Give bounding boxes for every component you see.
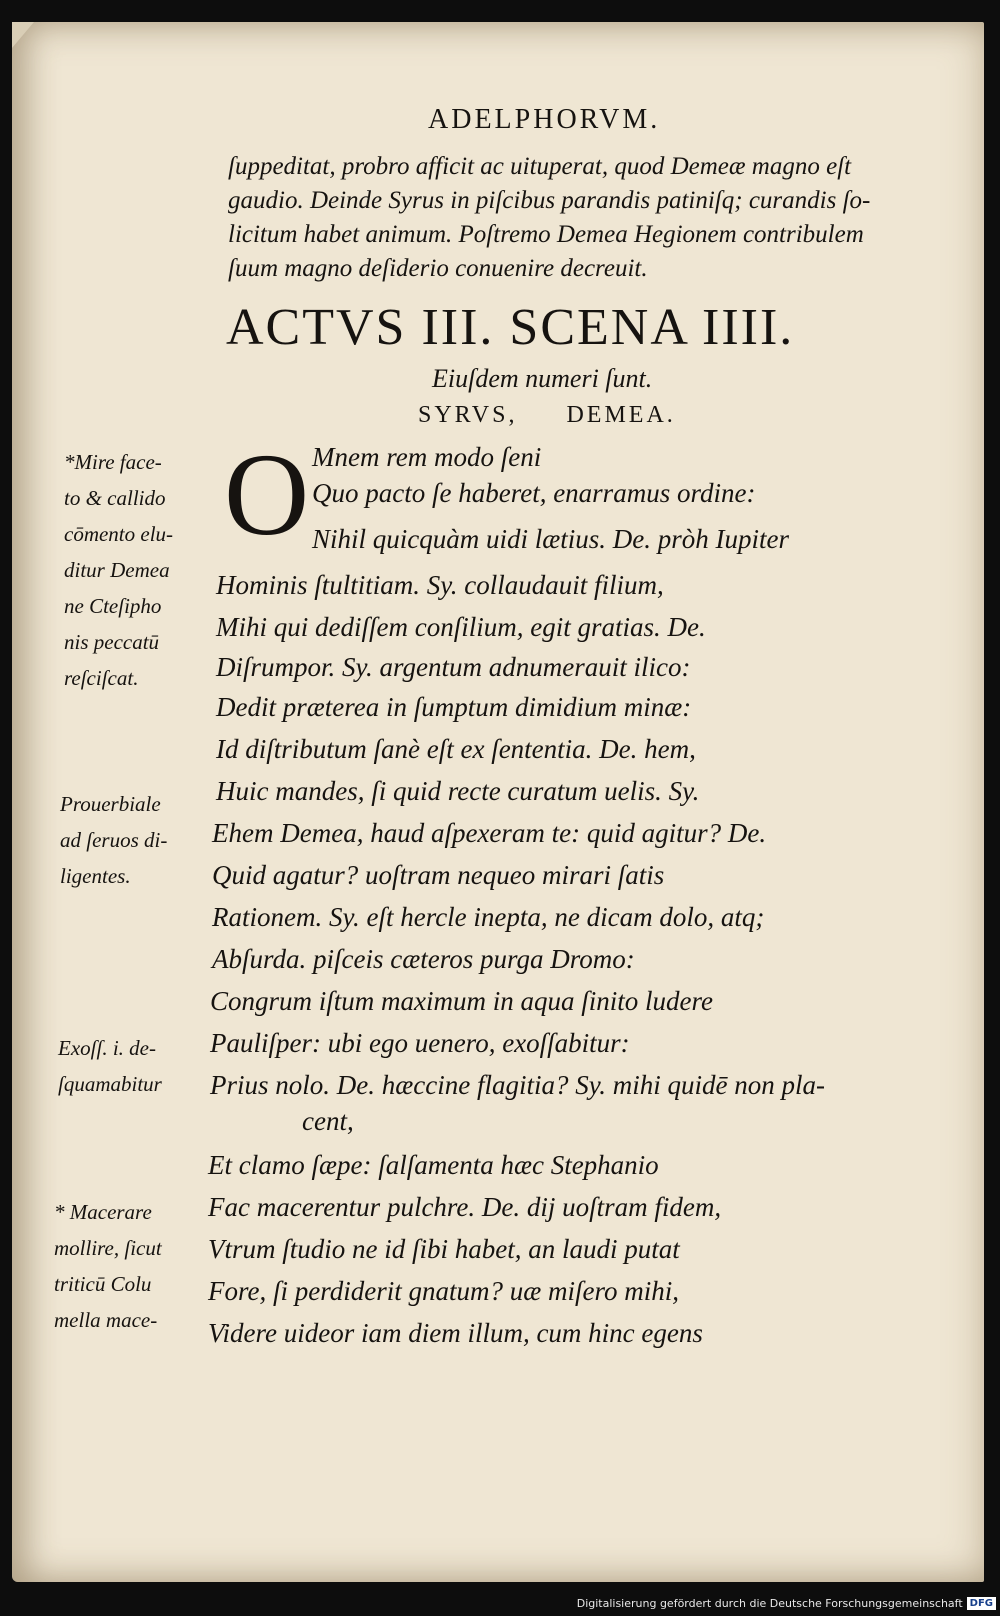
- verse-line: Pauliſper: ubi ego uenero, exoſſabitur:: [210, 1028, 630, 1058]
- argument-line: ſuppeditat, probro afficit ac uituperat, quod Demeæ magno eſt: [228, 153, 852, 180]
- marginal-note-line: *Mire face-: [64, 450, 162, 474]
- verse-line: Dedit præterea in ſumptum dimidium minæ:: [216, 692, 692, 722]
- verse-line: Diſrumpor. Sy. argentum adnumerauit ilico:: [216, 652, 691, 682]
- marginal-note-line: ditur Demea: [64, 558, 170, 582]
- verse-line: Mnem rem modo ſeni: [312, 442, 542, 472]
- verse-line: Vtrum ſtudio ne id ſibi habet, an laudi putat: [208, 1234, 680, 1264]
- verse-line: Fac macerentur pulchre. De. dij uoſtram fidem,: [208, 1192, 722, 1222]
- verse-line: Ehem Demea, haud aſpexeram te: quid agitur? De.: [212, 818, 767, 848]
- verse-line: Quo pacto ſe haberet, enarramus ordine:: [312, 478, 756, 508]
- verse-line: Mihi qui dediſſem conſilium, egit gratias. De.: [216, 612, 706, 642]
- marginal-note-line: triticū Colu: [54, 1272, 152, 1296]
- marginal-note: [54, 1194, 204, 1338]
- verse-line: Quid agatur? uoſtram nequeo mirari ſatis: [212, 860, 665, 890]
- verse-line: Rationem. Sy. eſt hercle inepta, ne dicam dolo, atq;: [212, 902, 765, 932]
- marginal-note-line: nis peccatū: [64, 630, 160, 654]
- verse-line: cent,: [302, 1106, 354, 1136]
- marginal-note-line: ſquamabitur: [58, 1072, 162, 1096]
- verse-line: Fore, ſi perdiderit gnatum? uæ miſero mihi,: [208, 1276, 679, 1306]
- scene-argument: [228, 150, 908, 286]
- marginal-note-line: reſciſcat.: [64, 666, 139, 690]
- act-scene-heading: ACTVS III. SCENA IIII.: [226, 299, 795, 356]
- marginal-note-line: mella mace-: [54, 1308, 158, 1332]
- marginal-note-line: * Macerare: [54, 1200, 152, 1224]
- verse-line: Videre uideor iam diem illum, cum hinc egens: [208, 1318, 703, 1348]
- verse-line: Congrum iſtum maximum in aqua ſinito ludere: [210, 986, 713, 1016]
- marginal-note: [58, 1030, 208, 1102]
- verse-line: Hominis ſtultitiam. Sy. collaudauit filium,: [216, 570, 664, 600]
- marginal-note-line: ne Cteſipho: [64, 594, 162, 618]
- marginal-note-line: ad ſeruos di-: [60, 828, 168, 852]
- marginal-note-line: cōmento elu-: [64, 522, 174, 546]
- verse-line: Huic mandes, ſi quid recte curatum uelis. Sy.: [216, 776, 700, 806]
- meter-note: Eiuſdem numeri ſunt.: [432, 364, 653, 393]
- argument-line: licitum habet animum. Poſtremo Demea Hegionem contribulem: [228, 221, 864, 248]
- verse-line: Prius nolo. De. hæccine flagitia? Sy. mihi quidē non pla-: [210, 1070, 825, 1100]
- argument-line: gaudio. Deinde Syrus in piſcibus parandis patiniſq; curandis ſo-: [228, 187, 871, 214]
- marginal-note: [64, 444, 214, 696]
- marginal-note-line: to & callido: [64, 486, 166, 510]
- marginal-note-line: ligentes.: [60, 864, 131, 888]
- drop-cap: O: [224, 429, 310, 560]
- marginal-note-line: mollire, ſicut: [54, 1236, 162, 1260]
- funding-credit-text: Digitalisierung gefördert durch die Deutsche Forschungsgemeinschaft: [576, 1596, 963, 1610]
- verse-line: Abſurda. piſceis cæteros purga Dromo:: [212, 944, 635, 974]
- verse-line: Nihil quicquàm uidi lætius. De. pròh Iupiter: [312, 524, 789, 554]
- marginal-note: [60, 786, 210, 894]
- dramatis-personae: SYRVS, DEMEA.: [418, 402, 676, 428]
- running-head: ADELPHORVM.: [428, 104, 661, 135]
- funding-credit: [577, 1592, 996, 1614]
- marginal-note-line: Exoſſ. i. de-: [58, 1036, 156, 1060]
- verse-line: Et clamo ſæpe: ſalſamenta hæc Stephanio: [208, 1150, 659, 1180]
- argument-line: ſuum magno deſiderio conuenire decreuit.: [228, 255, 648, 282]
- marginal-note-line: Prouerbiale: [60, 792, 161, 816]
- dfg-logo: DFG: [967, 1597, 996, 1610]
- verse-line: Id diſtributum ſanè eſt ex ſententia. De. hem,: [216, 734, 696, 764]
